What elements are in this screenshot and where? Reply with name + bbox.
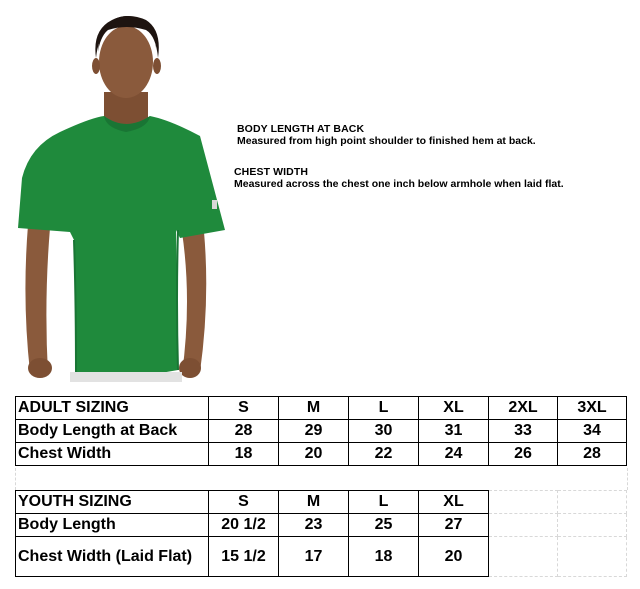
chest-width-note xyxy=(234,166,564,190)
chest-width-description: Measured across the chest one inch below armhole when laid flat. xyxy=(234,178,564,190)
table-spacer xyxy=(15,468,628,490)
youth-sizing-title: YOUTH SIZING xyxy=(16,491,209,514)
adult-size-2xl: 2XL xyxy=(489,397,558,420)
youth-size-xl: XL xyxy=(419,491,489,514)
empty-cell xyxy=(558,491,627,514)
adult-size-xl: XL xyxy=(419,397,489,420)
row-label: Body Length xyxy=(16,514,209,537)
table-cell: 33 xyxy=(489,420,558,443)
body-length-title: BODY LENGTH AT BACK xyxy=(237,123,365,135)
table-cell: 18 xyxy=(349,537,419,577)
empty-cell xyxy=(489,514,558,537)
table-cell: 18 xyxy=(209,443,279,466)
table-cell: 28 xyxy=(209,420,279,443)
table-cell: 27 xyxy=(419,514,489,537)
youth-size-m: M xyxy=(279,491,349,514)
table-cell: 20 xyxy=(279,443,349,466)
adult-sizing-title: ADULT SIZING xyxy=(16,397,209,420)
youth-header-row xyxy=(16,491,627,514)
table-cell: 30 xyxy=(349,420,419,443)
empty-cell xyxy=(489,491,558,514)
table-cell: 34 xyxy=(558,420,627,443)
row-label: Chest Width xyxy=(16,443,209,466)
adult-size-3xl: 3XL xyxy=(558,397,627,420)
table-cell: 24 xyxy=(419,443,489,466)
adult-size-l: L xyxy=(349,397,419,420)
table-row xyxy=(16,420,627,443)
empty-cell xyxy=(558,514,627,537)
youth-size-l: L xyxy=(349,491,419,514)
empty-cell xyxy=(489,537,558,577)
table-cell: 20 1/2 xyxy=(209,514,279,537)
adult-header-row xyxy=(16,397,627,420)
table-cell: 23 xyxy=(279,514,349,537)
table-row xyxy=(16,537,627,577)
table-cell: 26 xyxy=(489,443,558,466)
table-cell: 15 1/2 xyxy=(209,537,279,577)
table-cell: 17 xyxy=(279,537,349,577)
table-cell: 28 xyxy=(558,443,627,466)
model-wearing-green-tshirt-image xyxy=(0,0,232,382)
youth-sizing-table xyxy=(15,490,627,577)
table-cell: 31 xyxy=(419,420,489,443)
row-label: Body Length at Back xyxy=(16,420,209,443)
table-cell: 22 xyxy=(349,443,419,466)
row-label: Chest Width (Laid Flat) xyxy=(16,537,209,577)
adult-sizing-table xyxy=(15,396,627,466)
body-length-note xyxy=(237,123,536,147)
table-cell: 20 xyxy=(419,537,489,577)
table-row xyxy=(16,443,627,466)
youth-size-s: S xyxy=(209,491,279,514)
empty-cell xyxy=(558,537,627,577)
table-cell: 25 xyxy=(349,514,419,537)
chest-width-title: CHEST WIDTH xyxy=(234,166,309,178)
adult-size-s: S xyxy=(209,397,279,420)
table-cell: 29 xyxy=(279,420,349,443)
adult-size-m: M xyxy=(279,397,349,420)
body-length-description: Measured from high point shoulder to finished hem at back. xyxy=(237,135,536,147)
table-row xyxy=(16,514,627,537)
